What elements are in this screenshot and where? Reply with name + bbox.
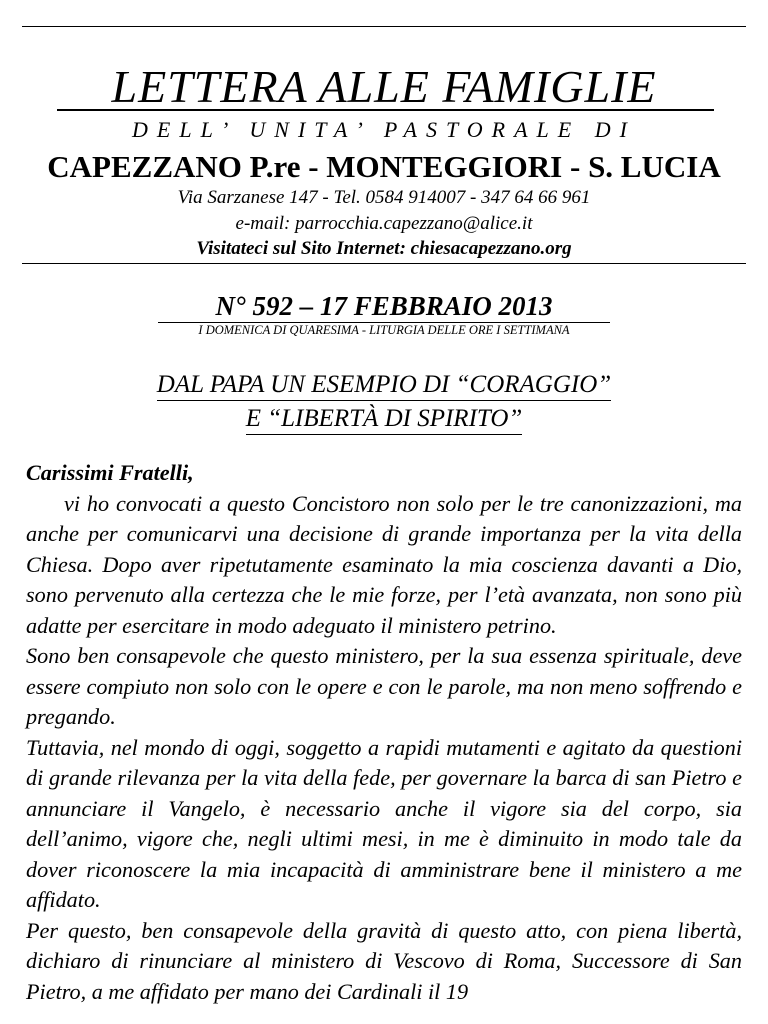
headline-line-1: DAL PAPA UN ESEMPIO DI “CORAGGIO”	[157, 370, 611, 401]
top-rule	[22, 26, 746, 27]
article-headline	[0, 368, 768, 436]
title-underline	[57, 109, 714, 111]
newsletter-title: LETTERA ALLE FAMIGLIE	[111, 61, 657, 112]
greeting: Carissimi Fratelli,	[26, 460, 194, 485]
liturgy-note: I DOMENICA DI QUARESIMA - LITURGIA DELLE ORE I SETTIMANA	[198, 323, 570, 337]
parish-address: Via Sarzanese 147 - Tel. 0584 914007 - 347 64 66 961	[177, 187, 591, 208]
parish-names: CAPEZZANO P.re - MONTEGGIORI - S. LUCIA	[47, 149, 721, 184]
parish-website: Visitateci sul Sito Internet: chiesacapezzano.org	[196, 238, 572, 259]
paragraph: Sono ben consapevole che questo ministero, per la sua essenza spirituale, deve essere compiuto non solo con le opere e con le parole, ma non meno soffrendo e pregando.	[26, 643, 742, 729]
paragraph: Tuttavia, nel mondo di oggi, soggetto a rapidi mutamenti e agitato da questioni di grande rilevanza per la vita della fede, per governare la barca di san Pietro e annunciare il Vangelo, è necessario anche il vigore sia del corpo, sia dell’animo, vigore che, negli ultimi mesi, in me è diminuito in modo tale da dover riconoscere la mia incapacità di amministrare bene il ministero a me affidato.	[26, 734, 742, 912]
header-bottom-rule	[22, 263, 746, 264]
issue-number-date: N° 592 – 17 FEBBRAIO 2013	[158, 290, 610, 323]
paragraph: Per questo, ben consapevole della gravità di questo atto, con piena libertà, dichiaro di rinunciare al ministero di Vescovo di Roma, Successore di San Pietro, a me affidato per mano dei Cardinali il 19	[26, 917, 742, 1004]
newsletter-subtitle: DELL’ UNITA’ PASTORALE DI	[132, 117, 636, 142]
issue-block	[158, 290, 610, 337]
article-body	[26, 458, 742, 1007]
paragraph: vi ho convocati a questo Concistoro non solo per le tre canonizzazioni, ma anche per comunicarvi una decisione di grande importanza per la vita della Chiesa. Dopo aver ripetutamente esaminato la mia coscienza davanti a Dio, sono pervenuto alla certezza che le mie forze, per l’età avanzata, non sono più adatte per esercitare in modo adeguato il ministero petrino.	[26, 490, 742, 638]
parish-email: e-mail: parrocchia.capezzano@alice.it	[235, 213, 533, 234]
headline-line-2: E “LIBERTÀ DI SPIRITO”	[246, 404, 523, 435]
